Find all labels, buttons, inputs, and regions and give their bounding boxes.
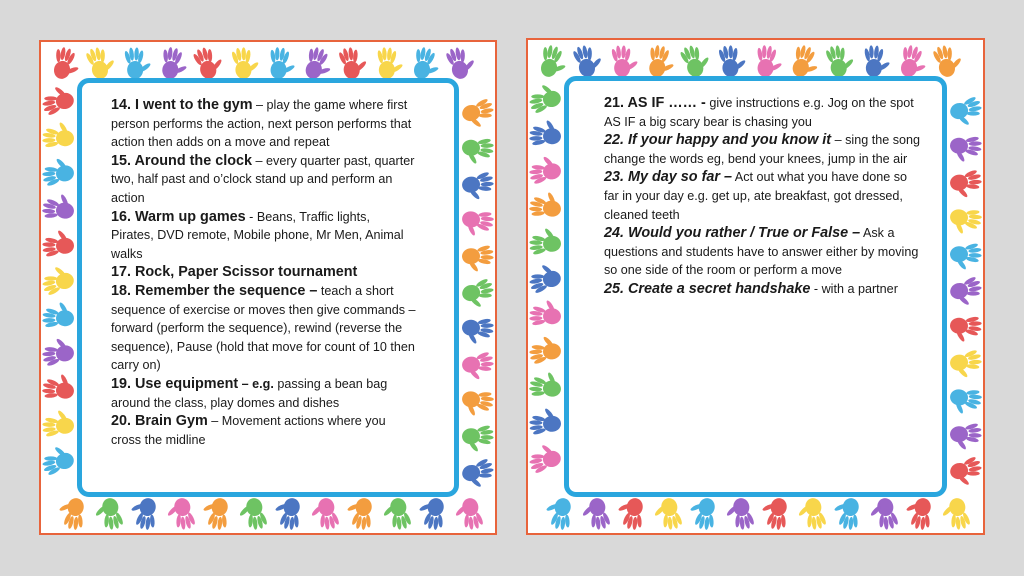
handprint-icon <box>49 45 83 82</box>
activity-item-16 <box>111 208 416 264</box>
handprint-icon <box>529 298 562 327</box>
handprint-icon <box>84 44 118 81</box>
handprint-icon <box>948 385 983 417</box>
handprint-icon <box>460 277 495 312</box>
handprint-icon <box>191 43 227 82</box>
handprint-icon <box>41 229 74 258</box>
handprint-icon <box>92 496 124 532</box>
handprint-icon <box>754 44 785 78</box>
activity-item-18 <box>111 282 416 375</box>
activity-item-22 <box>604 131 922 168</box>
handprint-icon <box>158 46 190 82</box>
handprint-icon <box>461 424 494 453</box>
handprint-icon <box>528 334 563 366</box>
handprint-icon <box>124 47 152 80</box>
activity-card-right <box>526 38 985 535</box>
handprint-icon <box>271 495 303 531</box>
activity-description: – Movement actions where you cross the midline <box>111 414 386 447</box>
activity-title: 16. Warm up games <box>111 208 246 225</box>
activity-title: 19. Use equipment <box>111 375 239 392</box>
activity-description: Act out what you have done so far in your day e.g. get up, ate breakfast, got dressed, cleaned teeth <box>604 170 908 222</box>
activity-title: 18. Remember the sequence – <box>111 282 318 299</box>
activity-item-17 <box>111 263 416 282</box>
handprint-icon <box>460 457 495 492</box>
handprint-icon <box>949 315 982 344</box>
handprint-icon <box>55 495 87 531</box>
handprint-icon <box>528 189 563 221</box>
activity-description: – sing the song change the words eg, bend your knees, jump in the air <box>604 133 921 166</box>
handprint-icon <box>686 495 718 531</box>
handprint-icon <box>41 336 76 368</box>
activity-item-25 <box>604 280 922 299</box>
handprint-icon <box>452 496 484 532</box>
handprint-icon <box>902 495 934 531</box>
handprint-icon <box>528 81 563 116</box>
handprint-icon <box>758 495 790 531</box>
handprint-icon <box>528 407 561 436</box>
handprint-icon <box>528 441 563 476</box>
activity-title: 22. If your happy and you know it <box>604 132 832 149</box>
handprint-icon <box>528 369 563 401</box>
activity-description: - Beans, Traffic lights, Pirates, DVD remote, Mobile phone, Mr Men, Animal walks <box>111 209 404 261</box>
activity-list-right <box>604 94 922 299</box>
handprint-icon <box>444 44 478 81</box>
handprint-icon <box>678 41 714 80</box>
handprint-icon <box>611 45 639 78</box>
handprint-icon <box>542 495 574 531</box>
handprint-icon <box>164 496 196 532</box>
handprint-icon <box>308 496 340 532</box>
activity-item-19 <box>111 375 416 412</box>
activity-list-left <box>111 96 416 449</box>
handprint-icon <box>415 495 447 531</box>
handprint-icon <box>461 137 494 166</box>
handprint-icon <box>41 263 76 298</box>
handprint-icon <box>645 44 677 80</box>
handprint-icon <box>41 83 76 118</box>
activity-title: 21. AS IF …… - <box>604 95 706 111</box>
handprint-icon <box>42 300 75 329</box>
handprint-icon <box>460 170 495 202</box>
handprint-icon <box>948 95 983 130</box>
activity-title: 24. Would you rather / True or False – <box>604 225 861 242</box>
handprint-icon <box>571 42 605 79</box>
activity-description: - with a partner <box>810 281 898 296</box>
activity-item-24 <box>604 224 922 280</box>
handprint-icon <box>376 47 404 80</box>
handprint-icon <box>460 350 495 382</box>
handprint-icon <box>528 261 563 296</box>
handprint-icon <box>579 496 611 532</box>
handprint-icon <box>127 495 159 531</box>
handprint-icon <box>343 495 375 531</box>
activity-item-20 <box>111 412 416 449</box>
handprint-icon <box>867 496 899 532</box>
activity-description: teach a short sequence of exercise or moves then give commands – forward (perform the sequence), rewind (reverse the sequence), Pause (hold that move for count of 10 then carry on) <box>111 283 416 373</box>
handprint-icon <box>863 45 891 78</box>
handprint-icon <box>536 43 570 80</box>
activity-item-23 <box>604 168 922 224</box>
activity-title: 20. Brain Gym <box>111 413 208 430</box>
handprint-icon <box>42 120 75 149</box>
handprint-icon <box>461 317 494 346</box>
activity-item-15 <box>111 152 416 208</box>
handprint-icon <box>41 191 76 223</box>
handprint-icon <box>614 495 646 531</box>
handprint-icon <box>267 46 298 80</box>
handprint-icon <box>949 135 982 164</box>
handprint-icon <box>460 207 495 239</box>
handprint-icon <box>230 46 261 80</box>
handprint-icon <box>939 496 971 532</box>
handprint-icon <box>529 118 562 147</box>
activity-title: 15. Around the clock <box>111 152 253 169</box>
handprint-icon <box>931 42 965 79</box>
activity-description: Ask a questions and students have to answer either by moving so one side of the room or perform a move <box>604 226 919 278</box>
handprint-icon <box>948 455 983 490</box>
handprint-icon <box>41 371 76 403</box>
activity-item-21 <box>604 94 922 131</box>
handprint-icon <box>41 156 76 188</box>
handprint-icon <box>337 45 369 81</box>
handprint-icon <box>460 97 495 132</box>
handprint-icon <box>380 496 412 532</box>
handprint-icon <box>948 205 983 237</box>
handprint-icon <box>795 496 827 532</box>
activity-description: – every quarter past, quarter two, half past and o’clock stand up and perform an action <box>111 153 415 205</box>
activity-card-left <box>39 40 497 535</box>
handprint-icon <box>949 422 982 451</box>
handprint-icon <box>41 409 74 438</box>
handprint-icon <box>460 387 495 419</box>
handprint-icon <box>830 495 862 531</box>
activity-description: passing a bean bag around the class, play domes and dishes <box>111 376 388 410</box>
activity-title: 14. I went to the gym <box>111 97 253 113</box>
handprint-icon <box>199 495 231 531</box>
handprint-icon <box>949 242 982 271</box>
handprint-icon <box>948 168 983 200</box>
handprint-icon <box>948 275 983 310</box>
handprint-icon <box>236 496 268 532</box>
handprint-icon <box>41 443 76 478</box>
activity-title: 23. My day so far – <box>604 169 732 186</box>
activity-description: give instructions e.g. Jog on the spot AS IF a big scary bear is chasing you <box>604 96 914 129</box>
handprint-icon <box>528 154 563 186</box>
handprint-icon <box>461 244 494 273</box>
handprint-icon <box>651 496 683 532</box>
handprint-icon <box>528 227 561 256</box>
handprint-icon <box>824 43 856 79</box>
activity-description: – play the game where first person performs the action, next person performs that action then adds on a move and repeat <box>111 98 412 150</box>
handprint-icon <box>948 348 983 380</box>
activity-title: 25. Create a secret handshake <box>604 280 811 297</box>
handprint-icon <box>717 44 748 78</box>
activity-item-14 <box>111 96 416 152</box>
activity-eg: – e.g. <box>238 376 274 391</box>
activity-title: 17. Rock, Paper Scissor tournament <box>111 264 358 281</box>
handprint-icon <box>723 496 755 532</box>
